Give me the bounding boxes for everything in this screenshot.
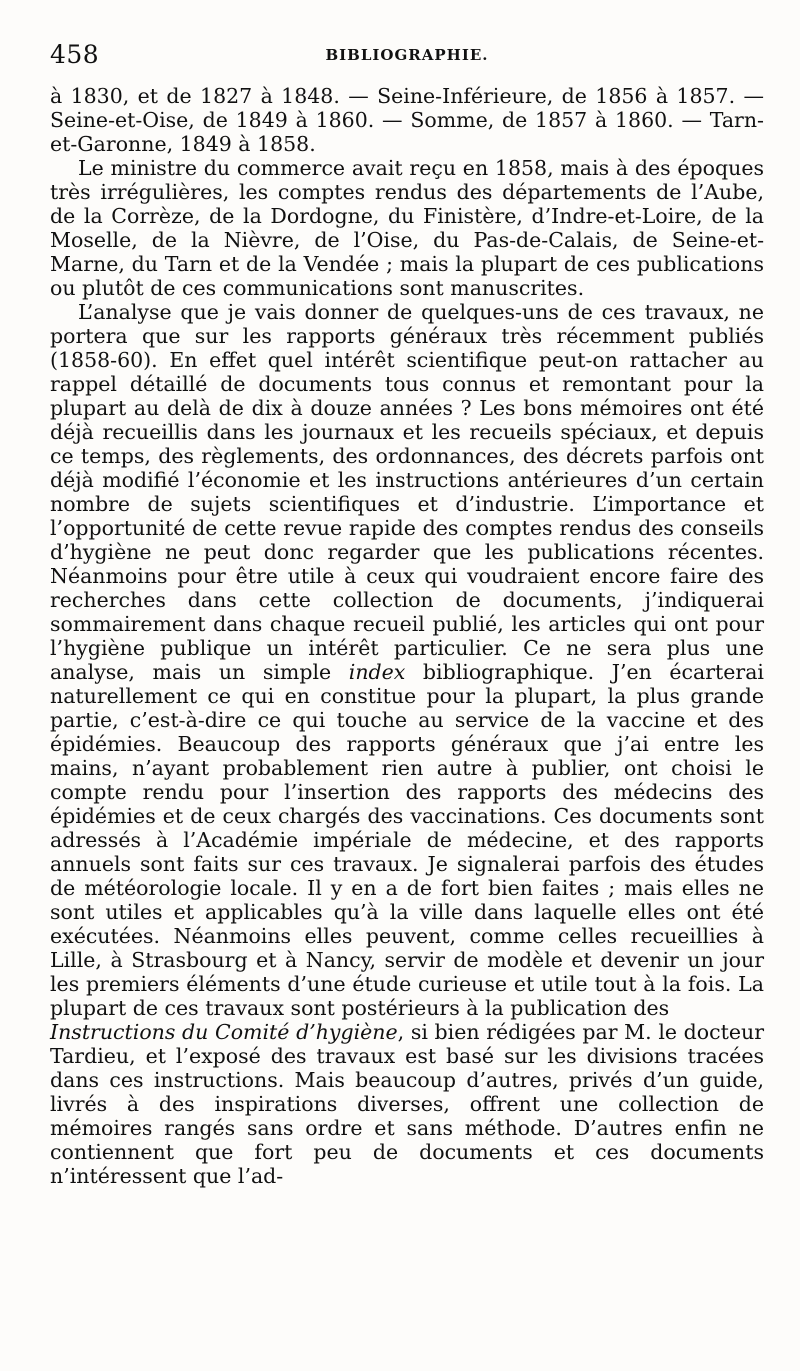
body-text — [50, 84, 764, 1188]
paragraph-3 — [50, 300, 764, 1020]
paragraph-text-after: , si bien rédigées par M. le docteur Tardieu, et l’exposé des travaux est basé sur les divisions tracées dans ces instructions. Mais beaucoup d’autres, privés d’un guide, livrés à des inspirations diverses, offrent une collection de mémoires rangés sans ordre et sans méthode. D’autres enfin ne contiennent que fort peu de documents et ces documents n’intéressent que l’ad- — [50, 1020, 764, 1188]
paragraph-text-after: bibliographique. J’en écarterai naturellement ce qui en constitue pour la plupart, la plus grande partie, c’est-à-dire ce qui touche au service de la vaccine et des épidémies. Beaucoup des rapports généraux que j’ai entre les mains, n’ayant probablement rien autre à publier, ont choisi le compte rendu pour l’insertion des rapports des médecins des épidémies et de ceux chargés des vaccinations. Ces documents sont adressés à l’Académie impériale de médecine, et des rapports annuels sont faits sur ces travaux. Je signalerai parfois des études de météorologie locale. Il y en a de fort bien faites ; mais elles ne sont utiles et applicables qu’à la ville dans laquelle elles ont été exécutées. Néanmoins elles peuvent, comme celles recueillies à Lille, à Strasbourg et à Nancy, servir de modèle et devenir un jour les premiers éléments d’une étude curieuse et utile tout à la fois. La plupart de ces travaux sont postérieurs à la publication des — [50, 660, 764, 1020]
paragraph-text: L’analyse que je vais donner de quelques-uns de ces travaux, ne portera que sur les rapports généraux très récemment publiés (1858-60). En effet quel intérêt scientifique peut-on rattacher au rappel détaillé de documents tous connus et remontant pour la plupart au delà de dix à douze années ? Les bons mémoires ont été déjà recueillis dans les journaux et les recueils spéciaux, et depuis ce temps, des règlements, des ordonnances, des décrets parfois ont déjà modifié l’économie et les instructions antérieures d’un certain nombre de sujets scientifiques et d’industrie. L’importance et l’opportunité de cette revue rapide des comptes rendus des conseils d’hygiène ne peut donc regarder que les publications récentes. Néanmoins pour être utile à ceux qui voudraient encore faire des recherches dans cette collection de documents, j’indiquerai sommairement dans chaque recueil publié, les articles qui ont pour l’hygiène publique un intérêt particulier. Ce ne sera plus une analyse, mais un simple — [50, 300, 764, 684]
paragraph-text: Le ministre du commerce avait reçu en 1858, mais à des époques très irrégulières, les comptes rendus des départements de l’Aube, de la Corrèze, de la Dordogne, du Finistère, d’Indre-et-Loire, de la Moselle, de la Nièvre, de l’Oise, du Pas-de-Calais, de Seine-et-Marne, du Tarn et de la Vendée ; mais la plupart de ces publications ou plutôt de ces communications sont manuscrites. — [50, 156, 764, 300]
paragraph-2 — [50, 156, 764, 300]
paragraph-1 — [50, 84, 764, 156]
paragraph-4 — [50, 1020, 764, 1188]
paragraph-text: à 1830, et de 1827 à 1848. — Seine-Inférieure, de 1856 à 1857. — Seine-et-Oise, de 1849 à 1860. — Somme, de 1857 à 1860. — Tarn-et-Garonne, 1849 à 1858. — [50, 84, 764, 156]
italic-index: index — [348, 660, 406, 684]
running-head: BIBLIOGRAPHIE. — [325, 46, 489, 64]
page-number: 458 — [50, 40, 100, 69]
italic-instructions-title: Instructions du Comité d’hygiène — [50, 1020, 398, 1044]
page-header — [50, 40, 764, 84]
